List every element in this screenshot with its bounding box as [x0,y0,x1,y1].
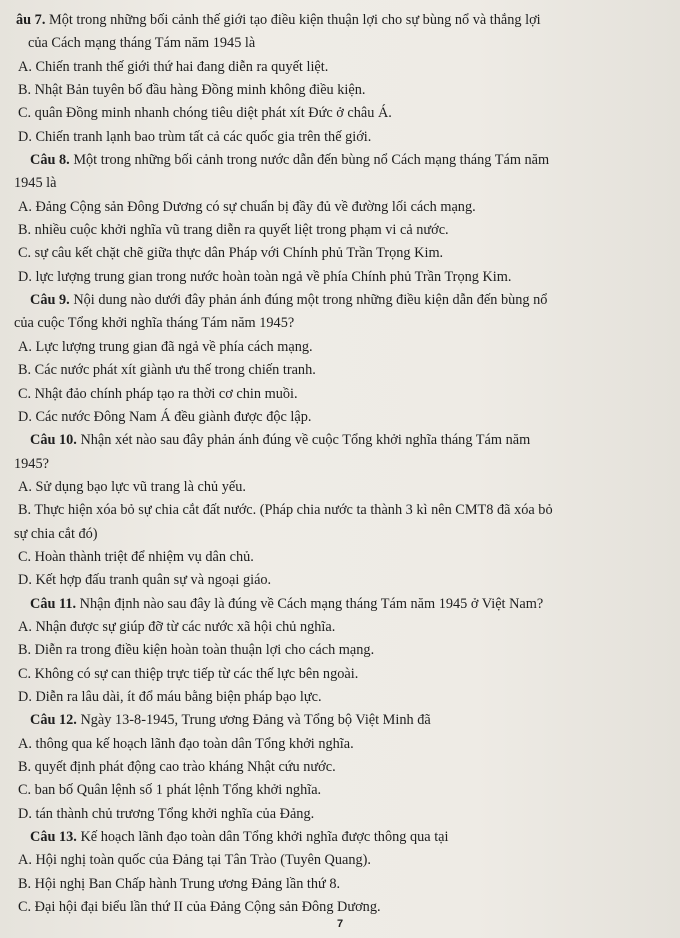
question-7-option-b: B. Nhật Bản tuyên bố đầu hàng Đồng minh không điều kiện. [18,82,366,99]
question-10-option-b: B. Thực hiện xóa bỏ sự chia cắt đất nước. (Pháp chia nước ta thành 3 kì nên CMT8 đã xóa bỏ [18,502,553,519]
question-8-number: Câu 8. [30,152,70,169]
question-13-stem-line-1: Kế hoạch lãnh đạo toàn dân Tổng khởi nghĩa được thông qua tại [80,829,449,846]
question-9-option-a: A. Lực lượng trung gian đã ngả về phía cách mạng. [18,338,313,355]
question-10-option-c: C. Hoàn thành triệt để nhiệm vụ dân chủ. [18,548,254,565]
question-13-number: Câu 13. [30,829,77,846]
question-7-option-a: A. Chiến tranh thế giới thứ hai đang diễn ra quyết liệt. [18,58,329,75]
question-11-stem [14,593,666,616]
question-8-stem [14,149,666,172]
question-7-stem-line-2: của Cách mạng tháng Tám năm 1945 là [28,35,256,52]
question-13-option-a: A. Hội nghị toàn quốc của Đảng tại Tân Trào (Tuyên Quang). [18,852,372,869]
question-11-option-c: C. Không có sự can thiệp trực tiếp từ các thế lực bên ngoài. [18,665,359,682]
question-12-option-a: A. thông qua kế hoạch lãnh đạo toàn dân Tổng khởi nghĩa. [18,735,354,752]
question-7-number: âu 7. [16,12,46,28]
question-11-option-b: B. Diễn ra trong điều kiện hoàn toàn thuận lợi cho cách mạng. [18,642,375,659]
question-9-stem [14,289,666,312]
question-9-stem-line-1: Nội dung nào dưới đây phản ánh đúng một trong những điều kiện dẫn đến bùng nổ [73,292,548,309]
question-10-stem-line-2: 1945? [14,455,49,472]
question-9-stem-line-2: của cuộc Tổng khởi nghĩa tháng Tám năm 1945? [14,315,295,332]
question-7-stem [14,9,666,32]
question-13-option-b: B. Hội nghị Ban Chấp hành Trung ương Đảng lần thứ 8. [18,875,341,892]
question-9-number: Câu 9. [30,292,70,309]
question-13-stem [14,826,666,849]
question-9-option-b: B. Các nước phát xít giành ưu thế trong chiến tranh. [18,362,316,379]
question-12-number: Câu 12. [30,712,77,729]
page-number: 7 [336,918,344,930]
question-10-option-b-continued: sự chia cắt đó) [14,525,98,542]
question-13-option-c: C. Đại hội đại biểu lần thứ II của Đảng Cộng sản Đông Dương. [18,899,381,916]
question-9-option-d: D. Các nước Đông Nam Á đều giành được độc lập. [18,408,312,425]
question-12-option-d: D. tán thành chủ trương Tổng khởi nghĩa của Đảng. [18,805,315,822]
question-7-option-d: D. Chiến tranh lạnh bao trùm tất cả các quốc gia trên thế giới. [18,128,372,145]
question-8-option-a: A. Đảng Cộng sản Đông Dương có sự chuẩn bị đầy đủ về đường lối cách mạng. [18,198,476,215]
question-12-option-b: B. quyết định phát động cao trào kháng Nhật cứu nước. [18,759,336,775]
question-10-stem-line-1: Nhận xét nào sau đây phản ánh đúng về cuộc Tổng khởi nghĩa tháng Tám năm [80,432,531,449]
question-12-stem-line-1: Ngày 13-8-1945, Trung ương Đảng và Tổng bộ Việt Minh đã [80,712,431,729]
question-11-option-d: D. Diễn ra lâu dài, ít đổ máu bằng biện pháp bạo lực. [18,688,322,705]
question-8-option-d: D. lực lượng trung gian trong nước hoàn toàn ngả về phía Chính phủ Trần Trọng Kim. [18,268,512,285]
question-8-stem-line-1: Một trong những bối cảnh trong nước dẫn đến bùng nổ Cách mạng tháng Tám năm [73,152,550,169]
question-11-option-a: A. Nhận được sự giúp đỡ từ các nước xã hội chủ nghĩa. [18,618,336,635]
question-10-option-d: D. Kết hợp đấu tranh quân sự và ngoại giáo. [18,572,272,589]
question-12-stem [14,709,666,732]
question-10-number: Câu 10. [30,432,77,449]
question-8-option-c: C. sự câu kết chặt chẽ giữa thực dân Pháp với Chính phủ Trần Trọng Kim. [18,245,444,262]
question-7-stem-line-1: Một trong những bối cảnh thế giới tạo điều kiện thuận lợi cho sự bùng nổ và thắng lợi [48,12,541,28]
question-7-option-c: C. quân Đồng minh nhanh chóng tiêu diệt phát xít Đức ở châu Á. [18,105,392,122]
question-10-stem [14,429,666,452]
question-11-stem-line-1: Nhận định nào sau đây là đúng về Cách mạng tháng Tám năm 1945 ở Việt Nam? [79,595,544,612]
question-9-option-c: C. Nhật đảo chính pháp tạo ra thời cơ chin muồi. [18,385,298,402]
question-11-number: Câu 11. [30,595,77,612]
question-10-option-a: A. Sử dụng bạo lực vũ trang là chủ yếu. [18,478,246,495]
question-12-option-c: C. ban bố Quân lệnh số 1 phát lệnh Tổng khởi nghĩa. [18,782,322,799]
question-8-option-b: B. nhiều cuộc khởi nghĩa vũ trang diễn ra quyết liệt trong phạm vi cả nước. [18,222,449,239]
question-8-stem-line-2: 1945 là [14,175,57,192]
